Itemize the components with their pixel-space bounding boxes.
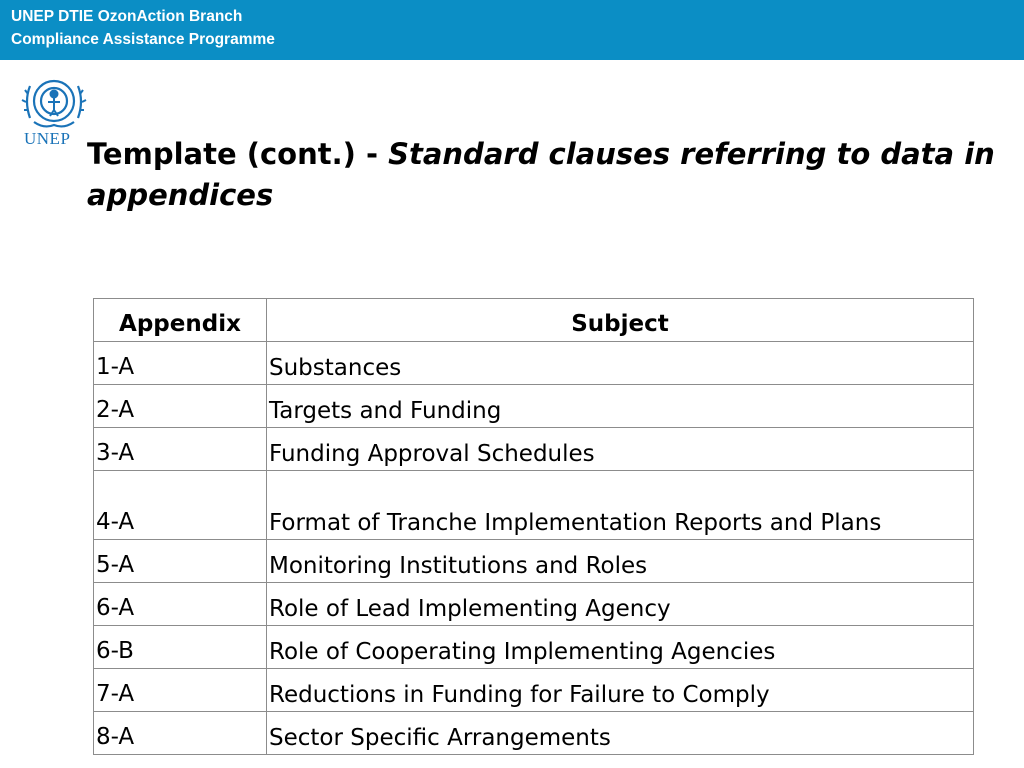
appendix-cell: 1-A (94, 342, 267, 385)
appendix-table (93, 298, 974, 755)
appendix-cell: 6-A (94, 583, 267, 626)
table-row (94, 471, 974, 540)
title-plain: Template (cont.) - (87, 137, 389, 171)
table-row (94, 428, 974, 471)
page-title (87, 134, 1017, 216)
column-header-appendix: Appendix (94, 299, 267, 342)
table-row (94, 583, 974, 626)
appendix-cell: 6-B (94, 626, 267, 669)
subject-cell: Reductions in Funding for Failure to Comply (267, 669, 974, 712)
subject-cell: Funding Approval Schedules (267, 428, 974, 471)
subject-cell: Sector Specific Arrangements (267, 712, 974, 755)
table-row (94, 540, 974, 583)
table-row (94, 385, 974, 428)
subject-cell: Targets and Funding (267, 385, 974, 428)
table-row (94, 626, 974, 669)
subject-cell: Monitoring Institutions and Roles (267, 540, 974, 583)
title-italic: Standard clauses referring to data in appendices (87, 137, 995, 212)
column-header-subject: Subject (267, 299, 974, 342)
table-row (94, 669, 974, 712)
header-programme-name: Compliance Assistance Programme (11, 31, 275, 48)
logo-text: UNEP (24, 129, 71, 148)
appendix-cell: 4-A (94, 471, 267, 540)
appendix-cell: 5-A (94, 540, 267, 583)
subject-cell: Role of Cooperating Implementing Agencies (267, 626, 974, 669)
header-org-name: UNEP DTIE OzonAction Branch (11, 8, 243, 25)
table-row (94, 712, 974, 755)
appendix-cell: 8-A (94, 712, 267, 755)
subject-cell: Substances (267, 342, 974, 385)
subject-cell: Role of Lead Implementing Agency (267, 583, 974, 626)
appendix-cell: 2-A (94, 385, 267, 428)
header-bar (0, 0, 1024, 60)
appendix-cell: 3-A (94, 428, 267, 471)
table-header-row (94, 299, 974, 342)
table-row (94, 342, 974, 385)
subject-cell: Format of Tranche Implementation Reports and Plans (267, 471, 974, 540)
appendix-cell: 7-A (94, 669, 267, 712)
